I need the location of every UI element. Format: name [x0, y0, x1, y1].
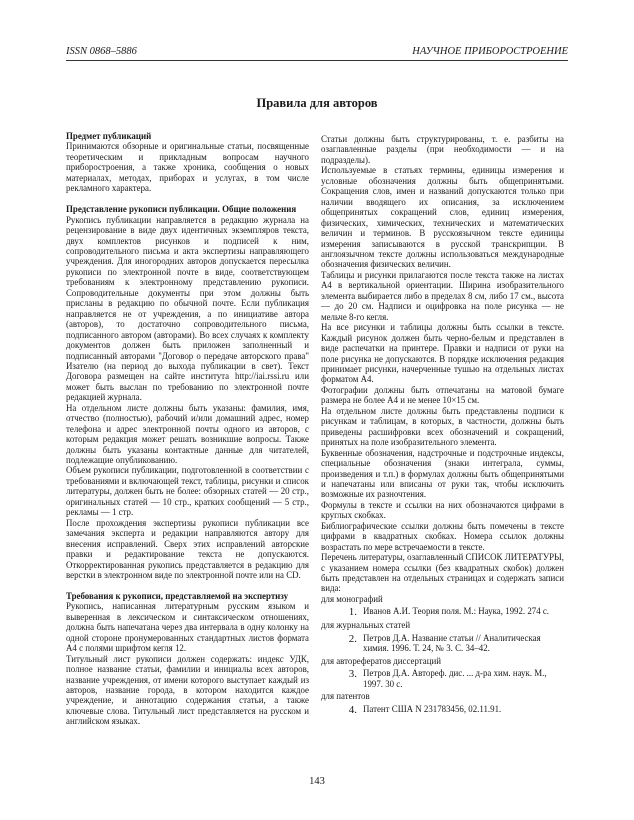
issn: ISSN 0868–5886	[66, 46, 137, 57]
paragraph: После прохождения экспертизы рукописи публикации все замечания эксперта и редакции направляются автору для внесения исправлений. Сверх этих исправлений авторские правки и редактирование текста не допускаются. Откорректированная рукопись представляется в редакцию для верстки в электронном виде по электронной почте или на CD.	[66, 517, 309, 581]
paragraph: На отдельном листе должны быть представлены подписи к рисункам и таблицам, в которых, в частности, должны быть приведены расшифровки всех обозначений и сокращений, принятых на поле изобразительного элемента.	[321, 405, 564, 448]
reference-number: 3.	[348, 668, 357, 681]
page-number: 143	[309, 776, 325, 787]
reference-category: для монографий	[321, 593, 383, 604]
reference-category: для патентов	[321, 691, 370, 702]
reference-text: Петров Д.А. Автореф. дис. ... д-ра хим. наук. М., 1997. 30 с.	[363, 668, 547, 689]
section-heading-subject: Предмет публикаций	[66, 131, 152, 141]
reference-entry	[339, 668, 564, 689]
reference-number: 1.	[348, 606, 357, 619]
paragraph: Титульный лист рукописи должен содержать: индекс УДК, полное название статьи, фамилии и инициалы всех авторов, название учреждения, от имени которого выступает каждый из авторов, название города, в котором находится каждое учреждение, и аннотацию содержания статьи, а также ключевые слова. Титульный лист представляется на русском и английском языках.	[66, 653, 309, 727]
page-title: Правила для авторов	[256, 96, 378, 110]
reference-category: для журнальных статей	[321, 620, 411, 631]
right-column	[321, 134, 564, 718]
paragraph: Таблицы и рисунки прилагаются после текста также на листах А4 в вертикальной ориентации. Ширина изобразительного элемента выбирается либо в пределах 8 см, либо 17 см., высота — до 20 см. Надписи и оцифровка на поле рисунка — не мельче 8-го кегля.	[321, 269, 564, 322]
section-heading-submission: Представление рукописи публикации. Общие положения	[66, 204, 297, 215]
reference-number: 4.	[348, 703, 357, 716]
section-heading-requirements: Требования к рукописи, представляемой на экспертизу	[66, 590, 289, 601]
paragraph: На все рисунки и таблицы должны быть ссылки в тексте. Каждый рисунок должен быть черно-белым и представлен в виде распечатки на принтере. Правки и надписи от руки на поле рисунка не допускаются. В порядке исключения редакция принимает рисунки, начерченные тушью на отдельных листах форматом А4.	[321, 322, 564, 385]
paragraph: Рукопись публикации направляется в редакцию журнала на рецензирование в виде двух идентичных экземпляров текста, двух комплектов рисунков и подписей к ним, сопроводительного письма и акта экспертизы направляющего учреждения. Для иногородних авторов допускается пересылка рукописи по электронной почте в виде, соответствующем требованиям к электронному представлению рукописи. Сопроводительные документы при этом должны быть присланы в редакцию по обычной почте. Если публикация направляется не от учреждения, а по инициативе автора (авторов), то достаточно сопроводительного письма, подписанного автором (авторами). Во всех случаях к комплекту документов должен быть приложен заполненный и подписанный авторами "Договор о передаче авторского права" Изателю (на период до выхода публикации в свет). Текст Договора размещен на сайте института http://iai.rssi.ru или может быть выслан по требованию по электронной почте редакцией журнала.	[66, 214, 309, 403]
reference-text: Петров Д.А. Название статьи // Аналитическая химия. 1996. Т. 24, № 3. С. 34–42.	[363, 632, 541, 654]
reference-text: Патент США N 231783456, 02.11.91.	[363, 703, 502, 714]
paragraph: Библиографические ссылки должны быть помечены в тексте цифрами в квадратных скобках. Номера ссылок должны возрастать по мере встречаемости в тексте.	[321, 520, 564, 552]
reference-entry	[339, 633, 564, 654]
paragraph: Статьи должны быть структурированы, т. е. разбиты на озаглавленные разделы (при необходимости — и на подразделы).	[321, 134, 564, 165]
paragraph: Буквенные обозначения, надстрочные и подстрочные индексы, специальные обозначения (знаки интеграла, суммы, произведения и т.п.) в формулах должны быть общепринятыми и напечатаны или вписаны от руки так, чтобы исключить возможные их разночтения.	[321, 447, 564, 500]
paragraph: Используемые в статьях термины, единицы измерения и условные обозначения должны быть общепринятыми. Сокращения слов, имен и названий допускаются только при наличии вводящего их описания, за исключением общепринятых сокращений слов, единиц измерения, физических, химических, технических и математических величин и терминов. В русскоязычном тексте единицы измерения записываются в русской транскрипции. В англоязычном тексте должны использоваться международные обозначения физических величин.	[321, 165, 564, 270]
paragraph: На отдельном листе должны быть указаны: фамилия, имя, отчество (полностью), рабочий и/или домашний адрес, номер телефона и адрес электронной почты одного из авторов, с которым редакция может решать возникшие вопросы. Также должны быть указаны контактные данные для читателей, подлежащие опубликованию.	[66, 402, 309, 466]
paragraph: Рукопись, написанная литературным русским языком и выверенная в лексическом и синтаксическом отношениях, должна быть напечатана через два интервала в одну колонку на одной стороне пронумерованных стандартных листов формата А4 с полями шрифтом кегля 12.	[66, 601, 309, 654]
journal-title: НАУЧНОЕ ПРИБОРОСТРОЕНИЕ	[412, 46, 568, 57]
paragraph: Перечень литературы, озаглавленный СПИСОК ЛИТЕРАТУРЫ, с указанием номера ссылки (без квадратных скобок) должен быть представлен на отдельных страницах и содержать записи вида:	[321, 552, 564, 594]
reference-entry	[339, 606, 564, 618]
header-rule	[66, 60, 568, 61]
paragraph: Принимаются обзорные и оригинальные статьи, посвященные теоретическим и прикладным вопросам научного приборостроения, а также хроника, сообщения о новых материалах, методах, приборах и услугах, в том числе рекламного характера.	[66, 141, 309, 194]
left-column	[66, 131, 309, 727]
reference-text: Иванов А.И. Теория поля. М.: Наука, 1992. 274 с.	[363, 606, 550, 617]
reference-category: для авторефератов диссертаций	[321, 655, 441, 666]
reference-number: 2.	[348, 632, 357, 645]
paragraph: Формулы в тексте и ссылки на них обозначаются цифрами в круглых скобках.	[321, 499, 564, 521]
paragraph: Фотографии должны быть отпечатаны на матовой бумаге размера не более А4 и не менее 10×15 см.	[321, 384, 564, 406]
reference-entry	[339, 704, 564, 716]
paragraph: Объем рукописи публикации, подготовленной в соответствии с требованиями и включающей текст, таблицы, рисунки и список литературы, должен быть не более: обзорных статей — 20 стр., оригинальных статей — 10 стр., кратких сообщений — 5 стр., рекламы — 1 стр.	[66, 465, 309, 518]
